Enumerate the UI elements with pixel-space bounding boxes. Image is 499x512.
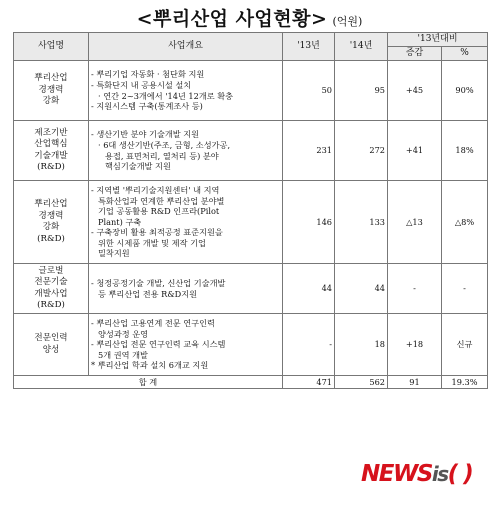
summary-line: 등 뿌리산업 전용 R&D지원 — [98, 288, 198, 299]
title-area — [0, 4, 499, 31]
page-title: <뿌리산업 사업현황> — [136, 8, 328, 30]
newsis-logo — [361, 461, 472, 487]
summary-line: · 연간 2~3개에서 '14년 12개로 확충 — [98, 90, 234, 101]
total-2013-value: 471 — [283, 376, 335, 389]
row-2013-value: - — [283, 314, 335, 376]
summary-line: 밀착지원 — [98, 248, 130, 259]
project-name-line: (R&D) — [37, 162, 65, 172]
header-project: 사업명 — [14, 33, 89, 61]
row-diff-value: △13 — [388, 181, 442, 264]
row-diff-value: - — [388, 264, 442, 314]
row-2013-value: 146 — [283, 181, 335, 264]
summary-line: 5개 권역 개발 — [98, 349, 148, 360]
row-pct-value: △8% — [442, 181, 488, 264]
summary-line: 특화산업과 연계한 뿌리산업 분야별 — [98, 195, 225, 206]
summary-line: 양성과정 운영 — [98, 328, 149, 339]
total-diff-value: 91 — [388, 376, 442, 389]
unit-label: (억원) — [332, 15, 363, 28]
table-row — [14, 314, 488, 376]
header-summary: 사업개요 — [89, 33, 283, 61]
summary-line: · 6대 생산기반(주조, 금형, 소성가공, — [98, 139, 231, 150]
header-diff: 증감 — [388, 47, 442, 61]
logo-paren-text: ( ) — [447, 461, 473, 487]
row-project-name — [14, 181, 89, 264]
row-project-name — [14, 61, 89, 121]
table-row — [14, 121, 488, 181]
project-name-line: 전문기술 — [34, 277, 68, 287]
total-pct-value: 19.3% — [442, 376, 488, 389]
row-2013-value: 231 — [283, 121, 335, 181]
summary-line: * 뿌리산업 학과 설치 6개교 지원 — [91, 360, 209, 371]
summary-line: - 지역별 '뿌리기술지원센터' 내 지역 — [91, 184, 220, 195]
row-summary — [89, 61, 283, 121]
summary-line: - 구축장비 활용 최적공정 표준지원을 — [91, 227, 223, 238]
project-name-line: 개발사업 — [34, 288, 68, 299]
row-pct-value: 신규 — [442, 314, 488, 376]
header-pct: % — [442, 47, 488, 61]
header-2014: '14년 — [335, 33, 388, 61]
header-2013: '13년 — [283, 33, 335, 61]
row-summary — [89, 264, 283, 314]
summary-line: - 생산기반 분야 기술개발 지원 — [91, 129, 200, 140]
row-2014-value: 95 — [335, 61, 388, 121]
project-name-line: 뿌리산업 — [34, 73, 68, 84]
row-summary — [89, 314, 283, 376]
project-name-line: 강화 — [42, 96, 60, 107]
table-row — [14, 181, 488, 264]
row-2014-value: 44 — [335, 264, 388, 314]
summary-line: - 뿌리산업 고용연계 전문 연구인력 — [91, 318, 215, 329]
table-row — [14, 264, 488, 314]
project-name-line: 뿌리산업 — [34, 199, 68, 209]
project-name-line: 기술개발 — [34, 150, 68, 161]
project-name-line: 전문인력 — [34, 333, 68, 343]
row-project-name — [14, 121, 89, 181]
summary-line: 기업 공동활용 R&D 인프라(Pilot — [98, 206, 220, 217]
project-name-line: 강화 — [42, 222, 60, 232]
total-2014-value: 562 — [335, 376, 388, 389]
summary-line: - 뿌리기업 자동화 · 첨단화 지원 — [91, 69, 205, 80]
row-2014-value: 133 — [335, 181, 388, 264]
row-project-name — [14, 264, 89, 314]
row-pct-value: 90% — [442, 61, 488, 121]
summary-line: 위한 시제품 개발 및 제작 기업 — [98, 237, 206, 248]
row-project-name — [14, 314, 89, 376]
header-row — [14, 33, 488, 47]
total-label: 합 계 — [14, 376, 283, 389]
row-summary — [89, 181, 283, 264]
row-summary — [89, 121, 283, 181]
logo-is-text: is — [431, 462, 448, 486]
row-2014-value: 18 — [335, 314, 388, 376]
row-pct-value: - — [442, 264, 488, 314]
project-name-line: 제조기반 — [34, 127, 68, 138]
project-name-line: (R&D) — [37, 233, 65, 244]
row-2014-value: 272 — [335, 121, 388, 181]
table-row — [14, 61, 488, 121]
summary-line: 용접, 표면처리, 열처리 등) 분야 — [105, 150, 219, 161]
row-2013-value: 50 — [283, 61, 335, 121]
row-2013-value: 44 — [283, 264, 335, 314]
row-diff-value: +18 — [388, 314, 442, 376]
summary-line: - 뿌리산업 전문 연구인력 교육 시스템 — [91, 339, 226, 350]
summary-line: Plant) 구축 — [98, 216, 142, 227]
summary-line: 핵심기술개발 지원 — [105, 161, 171, 172]
logo-news-text: NEWS — [361, 461, 432, 487]
header-compare: '13년대비 — [388, 33, 488, 47]
summary-line: - 청정공정기술 개발, 신산업 기술개발 — [91, 277, 226, 288]
project-name-line: 산업핵심 — [34, 139, 68, 149]
row-pct-value: 18% — [442, 121, 488, 181]
row-diff-value: +41 — [388, 121, 442, 181]
budget-table — [13, 32, 488, 389]
project-name-line: (R&D) — [37, 300, 65, 310]
total-row — [14, 376, 488, 389]
project-name-line: 경쟁력 — [38, 84, 64, 95]
project-name-line: 글로벌 — [38, 265, 64, 276]
summary-line: - 지원시스템 구축(통계조사 등) — [91, 101, 203, 112]
project-name-line: 경쟁력 — [38, 210, 64, 221]
summary-line: - 특화단지 내 공용시설 설치 — [91, 79, 192, 90]
project-name-line: 양성 — [42, 344, 60, 355]
row-diff-value: +45 — [388, 61, 442, 121]
